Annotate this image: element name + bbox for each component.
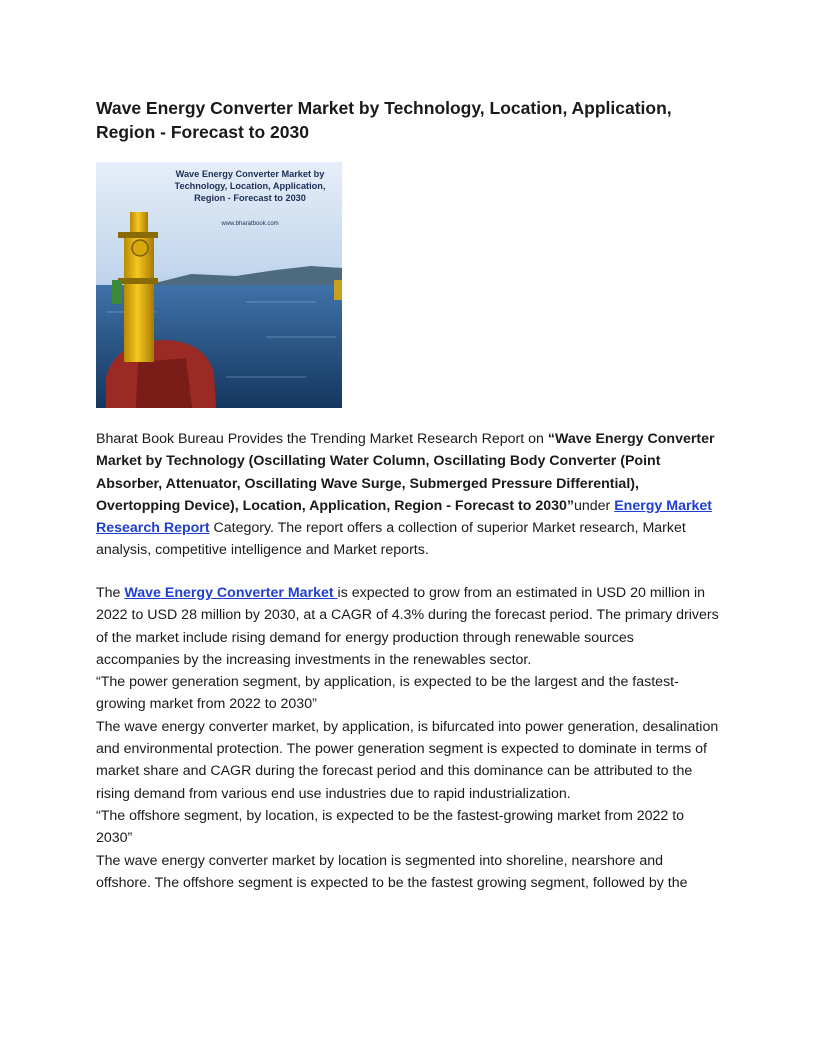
intro-lead: Bharat Book Bureau Provides the Trending Market Research Report on bbox=[96, 431, 548, 447]
body-sentence-2: The wave energy converter market, by application, is bifurcated into power generation, desalination and environmental protection. The power generation segment is expected to dominate in terms of market share and CAGR during the forecast period and this dominance can be attributed to the rising demand from various end use industries due to rapid industrialization. bbox=[96, 718, 719, 802]
quote-offshore: “The offshore segment, by location, is expected to be the fastest-growing market from 2022 to 2030” bbox=[96, 807, 685, 847]
report-cover-image bbox=[96, 162, 342, 408]
body-sentence-1 bbox=[96, 582, 720, 671]
body-s1: is expected to grow from an estimated in USD 20 million in 2022 to USD 28 million by 2030, at a CAGR of 4.3% during the forecast period. The primary drivers of the market include rising demand for energy production through renewable sources accompanies by the increasing investments in the renewables sector. bbox=[96, 585, 719, 668]
document-title: Wave Energy Converter Market by Technology, Location, Application, Region - Forecast to 2030 bbox=[96, 98, 672, 142]
intro-under: under bbox=[573, 497, 615, 514]
intro-paragraph bbox=[96, 428, 720, 562]
cover-title: Wave Energy Converter Market by Technology, Location, Application, Region - Forecast to 2030 bbox=[174, 169, 326, 203]
body-the: The bbox=[96, 585, 125, 601]
energy-market-research-report-link[interactable]: Energy Market Research Report bbox=[96, 497, 712, 537]
body-sentence-3: The wave energy converter market by location is segmented into shoreline, nearshore and offshore. The offshore segment is expected to be the fastest growing segment, followed by the bbox=[96, 852, 688, 891]
intro-report-title: “Wave Energy Converter Market by Technology (Oscillating Water Column, Oscillating Body Converter (Point Absorber, Attenuator, Oscillating Wave Surge, Submerged Pressure Differential), Overtopping Device), Location, Application, Region - Forecast to 2030” bbox=[96, 431, 715, 514]
body-paragraph bbox=[96, 582, 720, 894]
cover-url: www.bharatbook.com bbox=[221, 221, 279, 227]
wave-energy-converter-market-link[interactable]: Wave Energy Converter Market bbox=[124, 585, 338, 601]
intro-tail: Category. The report offers a collection of superior Market research, Market analysis, competitive intelligence and Market reports. bbox=[96, 520, 686, 559]
quote-power-generation: “The power generation segment, by application, is expected to be the largest and the fastest-growing market from 2022 to 2030” bbox=[96, 674, 679, 713]
